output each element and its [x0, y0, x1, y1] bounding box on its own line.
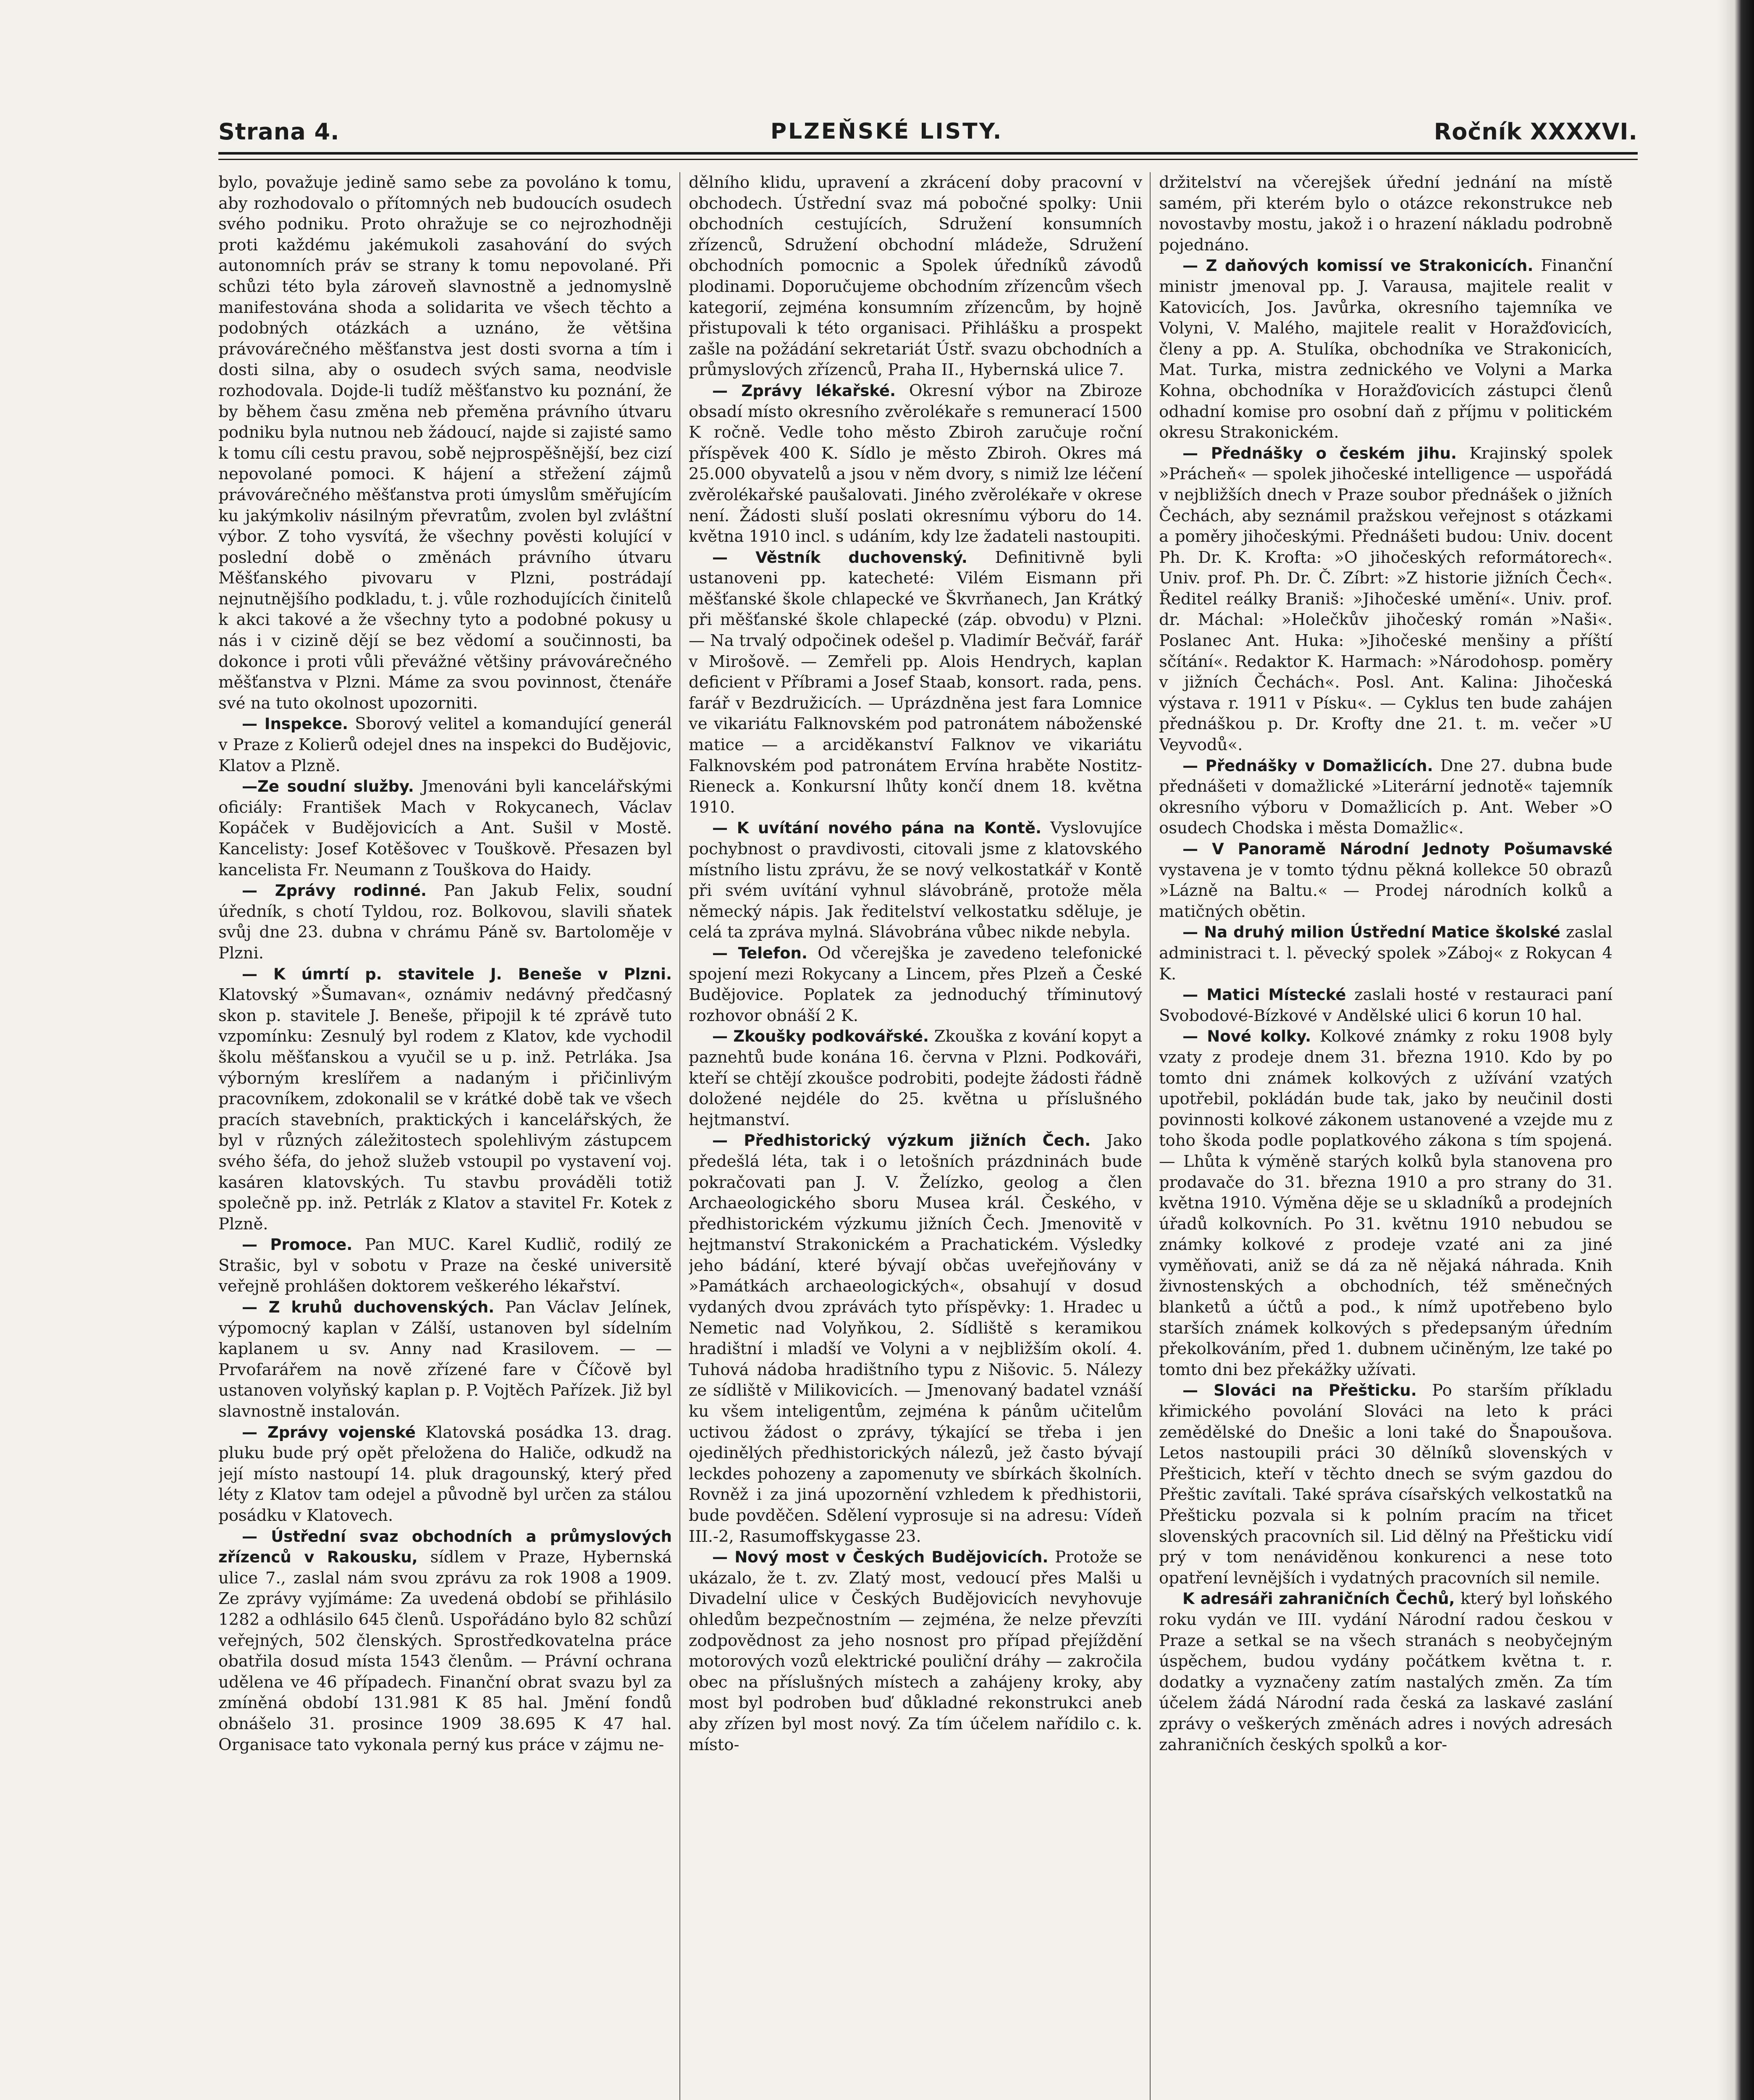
article-text: Po starším příkladu křimického povolání Slováci na leto k práci zemědělské do Dnešic a loni také do Šnapoušova. Letos nastoupili práci 30 dělníků slovenských v Přešticich, kteří v těchto dnech se svým gazdou do Přeštic zavítali. Také správa císařských velkostatků na Přešticku pozvala si k polním pracím na třicet slovenských pracovních sil. Lid dělný na Přešticku vidí prý v tom nenáviděnou konkurenci a nese toto opatření levnějších i vydatných pracovních sil nemile.	[1159, 1381, 1612, 1588]
article-heading: — Telefon.	[712, 944, 808, 962]
article-paragraph	[689, 1547, 1142, 1755]
article-heading: — Zprávy vojenské	[242, 1423, 416, 1441]
article-heading: — Zkoušky podkovářské.	[712, 1027, 929, 1046]
article-heading: — Promoce.	[242, 1236, 353, 1254]
article-paragraph	[1159, 1026, 1612, 1380]
article-text: Jmenováni byli kancelářskými oficiály: František Mach v Rokycanech, Václav Kopáček v Budějovicích a Ant. Sušil v Mostě. Kancelisty: Josef Kotěšovec v Touškově. Přesazen byl kancelista Fr. Neumann z Touškova do Haidy.	[218, 777, 672, 879]
article-text: Pan Jakub Felix, soudní úředník, s chotí Tyldou, roz. Bolkovou, slavili sňatek svůj dne 23. dubna v chrámu Páně sv. Bartoloměje v Plzni.	[218, 881, 672, 963]
article-text: Protože se ukázalo, že t. zv. Zlatý most, vedoucí přes Malši u Divadelní ulice v Českých Budějovicích nevyhovuje ohledům bezpečnostním — zejména, že nelze převzíti zodpovědnost za jeho nosnost pro případ přejíždění motorových vozů elektrické pouliční dráhy — zakročila obec na příslušných místech a zahájeny kroky, aby most byl podroben buď důkladné rekonstrukci aneb aby zřízen byl most nový. Za tím účelem nařídilo c. k. místo-	[689, 1548, 1142, 1754]
article-heading: — Z daňových komissí ve Strakonicích.	[1182, 257, 1534, 275]
article-paragraph	[218, 1234, 672, 1297]
page-number: Strana 4.	[218, 118, 340, 145]
article-heading: — Přednášky o českém jihu.	[1182, 444, 1457, 462]
article-paragraph	[689, 943, 1142, 1026]
article-text: vystavena je v tomto týdnu pěkná kollekce 50 obrazů »Lázně na Baltu.« — Prodej národních kolků a matičných obětin.	[1159, 860, 1612, 921]
article-paragraph	[689, 818, 1142, 943]
article-text: držitelství na včerejšek úřední jednání na místě samém, při kterém bylo o otázce rekonstrukce neb novostavby mostu, jakož i o hrazení nákladu podrobně pojednáno.	[1159, 173, 1612, 255]
article-paragraph	[1159, 1380, 1612, 1588]
article-paragraph	[218, 964, 672, 1235]
volume-number: Ročník XXXXVI.	[1434, 118, 1638, 145]
article-paragraph	[1159, 984, 1612, 1026]
article-paragraph	[218, 880, 672, 963]
article-heading: — Předhistorický výzkum jižních Čech.	[712, 1131, 1091, 1150]
column-divider-1	[679, 172, 680, 2100]
article-heading: — Inspekce.	[242, 715, 349, 733]
article-heading: K adresáři zahraničních Čechů,	[1182, 1590, 1455, 1608]
article-heading: — Zprávy lékařské.	[712, 381, 896, 400]
article-text: Pan Václav Jelínek, výpomocný kaplan v Zálší, ustanoven byl sídelním kaplanem u sv. Anny nad Krasilovem. — — Prvofarářem na nově zřízené fare v Číčově byl ustanoven volyňský kaplan p. P. Vojtěch Pařízek. Již byl slavnostně instalován.	[218, 1298, 672, 1421]
article-paragraph	[218, 1422, 672, 1526]
article-text: Vyslovujíce pochybnost o pravdivosti, citovali jsme z klatovského místního listu zprávu, že se nový velkostatkář v Kontě při svém uvítání vyhnul slávobráně, protože měla německý nápis. Jak ředitelství velkostatku sděluje, je celá ta zpráva mylná. Slávobrána vůbec nikde nebyla.	[689, 819, 1142, 942]
article-heading: —Ze soudní služby.	[242, 777, 414, 796]
article-paragraph	[1159, 756, 1612, 839]
page-header	[218, 113, 1638, 150]
article-paragraph	[1159, 839, 1612, 922]
column-3	[1159, 172, 1612, 2100]
article-text: Pan MUC. Karel Kudlič, rodilý ze Strašic, byl v sobotu v Praze na české universitě veřejně prohlášen doktorem veškerého lékařství.	[218, 1235, 672, 1296]
article-paragraph	[1159, 172, 1612, 255]
article-heading: — Slováci na Přešticku.	[1182, 1381, 1417, 1400]
column-1	[218, 172, 672, 2100]
article-text: Klatovská posádka 13. drag. pluku bude prý opět přeložena do Haliče, odkudž na její místo nastoupí 14. pluk dragounský, který před léty z Klatov tam odejel a původně byl určen za stálou posádku v Klatovech.	[218, 1423, 672, 1525]
article-text: Dne 27. dubna bude přednášeti v domažlické »Literární jednotě« tajemník okresního výboru v Domažlicích p. Ant. Weber »O osudech Chodska i města Domažlic«.	[1159, 756, 1612, 838]
header-rule	[218, 152, 1638, 160]
article-text: Sborový velitel a komandující generál v Praze z Kolierů odejel dnes na inspekci do Budějovic, Klatov a Plzně.	[218, 714, 672, 775]
article-text: Klatovský »Šumavan«, oznámiv nedávný předčasný skon p. stavitele J. Beneše, připojil k té zprávě tuto vzpomínku: Zesnulý byl rodem z Klatov, kde vychodil školu měšťanskou a vyučil se u p. inž. Petrláka. Jsa výborným kreslířem a nadaným i přičinlivým pracovníkem, zdokonalil se v krátké době tak ve všech pracích stavebních, praktických i kancelářských, že byl v různých záležitostech spolehlivým zástupcem svého šéfa, do jehož služeb vstoupil po vystavení voj. kasáren klatovských. Tu stavbu prováděli totiž společně pp. inž. Petrlák z Klatov a stavitel Fr. Kotek z Plzně.	[218, 985, 672, 1234]
article-paragraph	[218, 172, 672, 714]
article-text: Jako předešlá léta, tak i o letošních prázdninách bude pokračovati pan J. V. Želízko, geolog a člen Archaeologického sboru Musea král. Českého, v předhistorickém výzkumu jižních Čech. Jmenovitě v hejtmanství Strakonickém a Prachatickém. Výsledky jeho bádání, které bývají občas uveřejňovány v »Památkách archaeologických«, obsahují v dosud vydaných dvou zprávách tyto příspěvky: 1. Hradec u Nemetic nad Volyňkou, 2. Sídliště s keramikou hradištní i mladší ve Volyni a v nejbližším okolí. 4. Tuhová nádoba hradištního typu z Nišovic. 5. Nálezy ze sídliště v Milikovicích. — Jmenovaný badatel vznáší ku všem inteligentům, zejména k pánům učitelům uctivou žádost o zprávy, týkající se třeba i jen ojedinělých předhistorických nálezů, jež často bývají leckdes pohozeny a zapomenuty ve sbírkách školních. Rovněž i za jiná upozornění vzhledem k předhistorii, bude povděčen. Sdělení vyprosuje si na adresu: Vídeň III.-2, Rasumoffskygasse 23.	[689, 1131, 1142, 1546]
article-heading: — Zprávy rodinné.	[242, 882, 427, 900]
article-text: Krajinský spolek »Prácheň« — spolek jihočeské intelligence — uspořádá v nejbližších dnech v Praze soubor přednášek o jižních Čechách, aby seznámil pražskou veřejnost s otázkami a poměry jihočeskými. Přednášeti budou: Univ. docent Ph. Dr. K. Krofta: »O jihočeských reformátorech«. Univ. prof. Ph. Dr. Č. Zíbrt: »Z historie jižních Čech«. Ředitel reálky Braniš: »Jihočeské umění«. Univ. prof. dr. Máchal: »Holečkův jihočeský román »Naši«. Poslanec Ant. Huka: »Jihočeské menšiny a příští sčítání«. Redaktor K. Harmach: »Národohosp. poměry v jižních Čechách«. Posl. Ant. Kalina: Jihočeská výstava r. 1911 v Písku«. — Cyklus ten bude zahájen přednáškou p. Dr. Krofty dne 21. t. m. večer »U Veyvodů«.	[1159, 444, 1612, 755]
article-heading: — Věstník duchovenský.	[712, 548, 967, 567]
article-heading: — Z kruhů duchovenských.	[242, 1298, 495, 1317]
article-paragraph	[218, 714, 672, 776]
article-paragraph	[689, 1026, 1142, 1130]
article-heading: — Ústřední svaz obchodních a průmyslových zřízenců v Rakousku,	[218, 1527, 672, 1567]
article-text: který byl loňského roku vydán ve III. vydání Národní radou českou v Praze a setkal se na všech stranách s neobyčejným úspěchem, budou vydány počátkem května t. r. dodatky a vyznačeny zatím nastalých změn. Za tím účelem žádá Národní rada česká za laskavé zaslání zprávy o veškerých změnách adres i nových adresách zahraničních českých spolků a kor-	[1159, 1589, 1612, 1754]
article-text: Finanční ministr jmenoval pp. J. Varausa, majitele realit v Katovicích, Jos. Javůrka, okresního tajemníka ve Volyni, V. Malého, majitele realit v Horažďovicích, členy a pp. A. Stulíka, obchodníka ve Strakonicích, Mat. Turka, mistra zednického ve Volyni a Marka Kohna, obchodníka v Horažďovicích zástupci členů odhadní komise pro osobní daň z příjmu v politickém okresu Strakonickém.	[1159, 256, 1612, 442]
newspaper-title: PLZEŇSKÉ LISTY.	[770, 119, 1003, 144]
article-heading: — K úmrtí p. stavitele J. Beneše v Plzni.	[242, 965, 672, 983]
article-text: zaslali hosté v restauraci paní Svobodové-Bízkové v Andělské ulici 6 korun 10 hal.	[1159, 985, 1612, 1025]
article-heading: — Matici Místecké	[1182, 986, 1346, 1004]
article-paragraph	[1159, 1588, 1612, 1755]
article-heading: — K uvítání nového pána na Kontě.	[712, 819, 1042, 837]
article-heading: — Nový most v Českých Budějovicích.	[712, 1548, 1049, 1567]
article-heading: — Nové kolky.	[1182, 1027, 1311, 1046]
article-heading: — Přednášky v Domažlicích.	[1182, 756, 1433, 775]
article-paragraph	[218, 1526, 672, 1756]
article-text: Definitivně byli ustanoveni pp. katecheté: Vilém Eismann při měšťanské škole chlapecké ve Škvrňanech, Jan Krátký při měšťanské škole chlapecké (záp. obvodu) v Plzni. — Na trvalý odpočinek odešel p. Vladimír Bečvář, farář v Mirošově. — Zemřeli pp. Alois Hendrych, kaplan deficient v Příbrami a Josef Staab, konsort. rada, pens. farář v Bezdružicích. — Uprázdněna jest fara Lomnice ve vikariátu Falknovském pod patronátem náboženské matice — a arciděkanství Falknov ve vikariátu Falknovském pod patronátem Ervína hraběte Nostitz-Rieneck a. Konkursní lhůty končí dnem 18. května 1910.	[689, 548, 1142, 817]
article-paragraph	[689, 381, 1142, 547]
article-paragraph	[689, 172, 1142, 381]
article-text: Zkouška z kování kopyt a paznehtů bude konána 16. června v Plzni. Podkováři, kteří se chtějí zkoušce podrobiti, podejte žádosti řádně doložené nejdéle do 25. května u příslušného hejtmanství.	[689, 1027, 1142, 1129]
column-divider-2	[1150, 172, 1151, 2100]
article-text: dělního klidu, upravení a zkrácení doby pracovní v obchodech. Ústřední svaz má pobočné spolky: Unii obchodních cestujících, Sdružení konsumních zřízenců, Sdružení obchodní mládeže, Sdružení obchodních pomocnic a Spolek úředníků závodů plodinami. Doporučujeme obchodním zřízencům všech kategorií, zejména konsumním zřízencům, by hojně přistupovali k této organisaci. Přihlášku a prospekt zašle na požádání sekretariát Ústř. svazu obchodních a průmyslových zřízenců, Praha II., Hybernská ulice 7.	[689, 173, 1142, 380]
article-text: bylo, považuje jedině samo sebe za povoláno k tomu, aby rozhodovalo o přítomných neb budoucích osudech svého podniku. Proto ohražuje se co nejrozhodněji proti každému jakémukoli zasahování do svých autonomních práv se strany k tomu nepovolané. Při schůzi této byla zároveň slavnostně a jednomyslně manifestována shoda a solidarita ve všech těchto a podobných otázkách a uznáno, že většina právovárečného měšťanstva jest dosti svorna a tím i dosti silna, aby o osudech svých sama, neodvisle rozhodovala. Dojde-li tudíž měšťanstvo ku poznání, že by během času změna neb přeměna právního útvaru podniku byla nutnou neb žádoucí, najde si zajisté samo k tomu cíli cestu pravou, sobě nejprospěšnější, bez cizí nepovolané pomoci. K hájení a střežení zájmů právovárečného měšťanstva proti úmyslům směřujícím ku jakýmkoliv násilným převratům, zvolen byl zvláštní výbor. Z toho vysvítá, že všechny pověsti kolující v poslední době o změnách právního útvaru Měšťanského pivovaru v Plzni, postrádají nejnutnějšího podkladu, t. j. vůle rozhodujících činitelů k akci takové a že všechny tyto a podobné pokusy u nás i v cizině dějí se bez vědomí a součinnosti, ba dokonce i proti vůli převážné většiny právovárečného měšťanstva v Plzni. Máme za svou povinnost, čtenáře své na tuto okolnost upozorniti.	[218, 173, 672, 713]
article-paragraph	[1159, 255, 1612, 443]
article-text: zaslal administraci t. l. pěvecký spolek »Záboj« z Rokycan 4 K.	[1159, 923, 1612, 984]
article-paragraph	[1159, 922, 1612, 984]
article-paragraph	[689, 547, 1142, 818]
article-paragraph	[218, 1297, 672, 1422]
article-paragraph	[1159, 443, 1612, 756]
article-text: Kolkové známky z roku 1908 byly vzaty z prodeje dnem 31. března 1910. Kdo by po tomto dni známek kolkových z užívání vzatých upotřebil, pokládán bude tak, jako by neučinil dosti povinnosti kolkové zákonem ustanovené a vzejde mu z toho škoda podle poplatkového zákona s tím spojená. — Lhůta k výměně starých kolků byla stanovena pro prodavače do 31. března 1910 a pro strany do 31. května 1910. Výměna děje se u skladníků a prodejních úřadů kolkovních. Po 31. květnu 1910 nebudou se známky kolkové z prodeje vzaté ani za jiné vyměňovati, aniž se dá za ně nějaká náhrada. Knih živnostenských a obchodních, též směnečných blanketů a účtů a pod., k nímž upotřebeno bylo starších známek kolkových s předepsaným úředním překolkováním, před 1. dubnem učiněným, lze také po tomto dni bez překážky užívati.	[1159, 1027, 1612, 1379]
article-paragraph	[218, 776, 672, 880]
page-edge-shadow	[1735, 0, 1754, 2100]
article-text: sídlem v Praze, Hybernská ulice 7., zaslal nám svou zprávu za rok 1908 a 1909. Ze zprávy vyjímáme: Za uvedená období se přihlásilo 1282 a odhlásilo 645 členů. Uspořádáno bylo 82 schůzí veřejných, 502 členských. Sprostředkovatelna práce obatřila dosud místa 1543 členům. — Právní ochrana udělena ve 46 případech. Finanční obrat svazu byl za zmíněná období 131.981 K 85 hal. Jmění fondů obnášelo 31. prosince 1909 38.695 K 47 hal. Organisace tato vykonala perný kus práce v zájmu ne-	[218, 1548, 672, 1754]
article-heading: — V Panoramě Národní Jednoty Pošumavské	[1182, 840, 1612, 858]
article-text: Okresní výbor na Zbiroze obsadí místo okresního zvěrolékaře s remunerací 1500 K ročně. Vedle toho město Zbiroh zaručuje roční příspěvek 400 K. Sídlo je město Zbiroh. Okres má 25.000 obyvatelů a jsou v něm dvory, s nimiž lze léčení zvěrolékařské paušalovati. Jiného zvěrolékaře v okrese není. Žádosti sluší poslati okresnímu výboru do 14. května 1910 incl. s udáním, kdy lze žadateli nastoupiti.	[689, 381, 1142, 546]
article-heading: — Na druhý milion Ústřední Matice školské	[1182, 923, 1560, 942]
column-2	[689, 172, 1142, 2100]
article-text: Od včerejška je zavedeno telefonické spojení mezi Rokycany a Lincem, přes Plzeň a České Budějovice. Poplatek za jednoduchý tříminutový rozhovor obnáší 2 K.	[689, 943, 1142, 1025]
article-paragraph	[689, 1130, 1142, 1547]
